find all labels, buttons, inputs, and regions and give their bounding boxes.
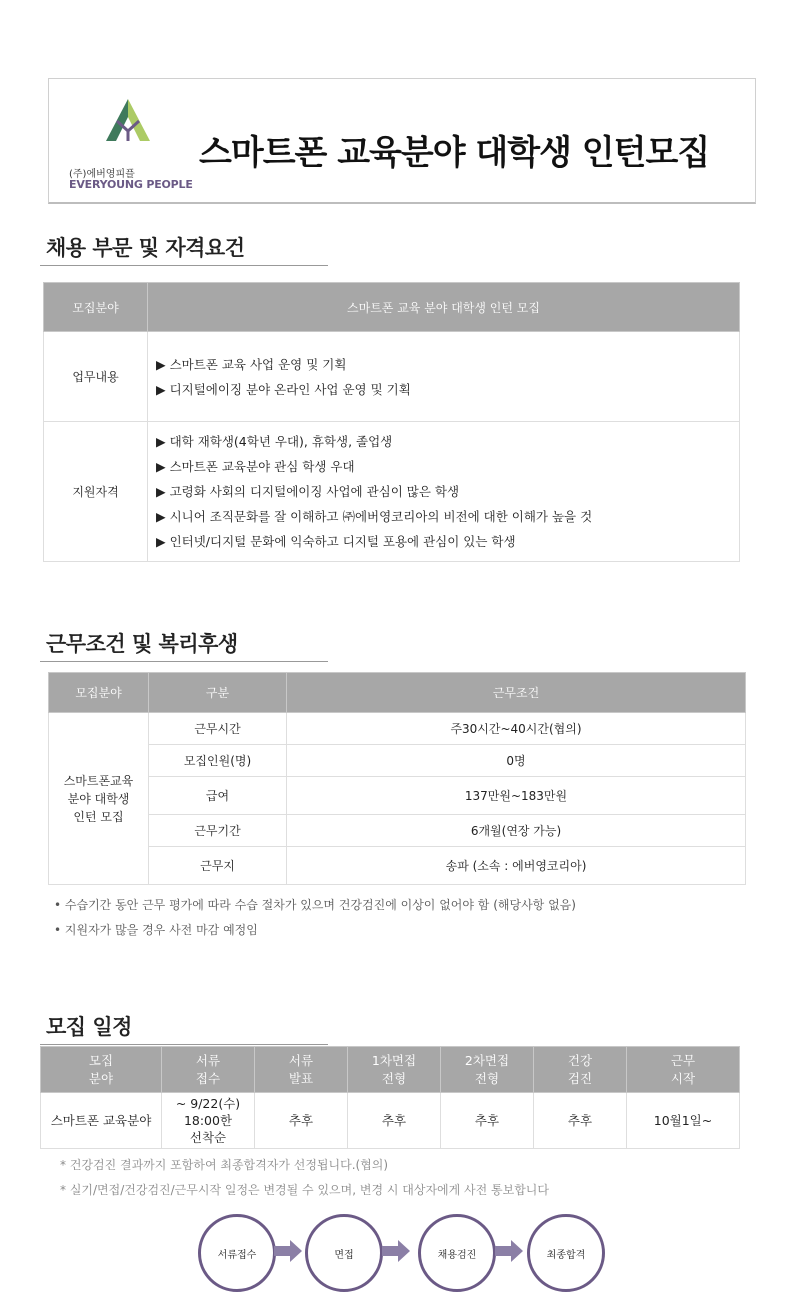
header-cell: 2차면접 전형 [441, 1047, 534, 1093]
arrow-right-icon [495, 1238, 523, 1264]
table-row [44, 422, 740, 562]
schedule-cell: 추후 [348, 1093, 441, 1149]
header-cell: 서류 발표 [255, 1047, 348, 1093]
header-cell: 모집 분야 [41, 1047, 162, 1093]
header-cell: 근무 시작 [627, 1047, 740, 1093]
header-cell: 모집분야 [44, 283, 148, 332]
list-item: ▶ 시니어 조직문화를 잘 이해하고 ㈜에버영코리아의 비전에 대한 이해가 높을 것 [156, 509, 593, 524]
company-logo [103, 97, 153, 147]
arrow-right-icon [274, 1238, 302, 1264]
table-row [41, 1093, 740, 1149]
header-cell: 건강 검진 [534, 1047, 627, 1093]
list-item: ▶ 스마트폰 교육 사업 운영 및 기획 [156, 356, 347, 372]
section-title-schedule: 모집 일정 [40, 1011, 328, 1045]
arrow-right-icon [382, 1238, 410, 1264]
page-title: 스마트폰 교육분야 대학생 인턴모집 [199, 133, 710, 173]
list-item: ▶ 대학 재학생(4학년 우대), 휴학생, 졸업생 [156, 434, 393, 449]
condition-value: 6개월(연장 가능) [287, 815, 746, 847]
schedule-cell: 10월1일~ [627, 1093, 740, 1149]
row-items [148, 332, 740, 422]
list-item: ▶ 인터넷/디지털 문화에 익숙하고 디지털 포용에 관심이 있는 학생 [156, 534, 516, 549]
row-items [148, 422, 740, 562]
schedule-note: * 건강검진 결과까지 포함하여 최종합격자가 선정됩니다.(협의) [60, 1158, 389, 1172]
condition-key: 근무시간 [149, 713, 287, 745]
condition-key: 근무지 [149, 847, 287, 885]
header-banner [48, 78, 756, 204]
condition-key: 모집인원(명) [149, 745, 287, 777]
condition-key: 근무기간 [149, 815, 287, 847]
table-row [49, 745, 746, 777]
table-row [49, 815, 746, 847]
table-header-row [49, 673, 746, 713]
process-step: 서류접수 [198, 1214, 276, 1292]
header-cell: 스마트폰 교육 분야 대학생 인턴 모집 [148, 283, 740, 332]
list-item: ▶ 고령화 사회의 디지털에이징 사업에 관심이 많은 학생 [156, 484, 460, 499]
row-label: 업무내용 [44, 332, 148, 422]
header-cell: 1차면접 전형 [348, 1047, 441, 1093]
schedule-cell: 추후 [255, 1093, 348, 1149]
table-row [49, 847, 746, 885]
row-label: 지원자격 [44, 422, 148, 562]
section-title-conditions: 근무조건 및 복리후생 [40, 628, 328, 662]
process-step: 최종합격 [527, 1214, 605, 1292]
conditions-note: • 지원자가 많을 경우 사전 마감 예정임 [54, 923, 258, 937]
table-header-row [44, 283, 740, 332]
logo-english-name: EVERYOUNG PEOPLE [69, 178, 193, 191]
condition-value: 0명 [287, 745, 746, 777]
header-cell: 구분 [149, 673, 287, 713]
schedule-cell: 추후 [441, 1093, 534, 1149]
header-cell: 서류 접수 [162, 1047, 255, 1093]
table-row [49, 713, 746, 745]
table-row [44, 332, 740, 422]
schedule-note: * 실기/면접/건강검진/근무시작 일정은 변경될 수 있으며, 변경 시 대상자에게 사전 통보합니다 [60, 1183, 549, 1197]
schedule-cell: ~ 9/22(수) 18:00한 선착순 [162, 1093, 255, 1149]
field-cell: 스마트폰교육 분야 대학생 인턴 모집 [49, 713, 149, 885]
section-title-requirements: 채용 부문 및 자격요건 [40, 232, 328, 266]
requirements-table [43, 282, 740, 562]
conditions-note: • 수습기간 동안 근무 평가에 따라 수습 절차가 있으며 건강검진에 이상이 없어야 함 (해당사항 없음) [54, 898, 576, 912]
process-step: 채용검진 [418, 1214, 496, 1292]
header-cell: 근무조건 [287, 673, 746, 713]
schedule-table [40, 1046, 740, 1149]
header-cell: 모집분야 [49, 673, 149, 713]
schedule-cell: 추후 [534, 1093, 627, 1149]
conditions-table [48, 672, 746, 885]
condition-value: 송파 (소속 : 에버영코리아) [287, 847, 746, 885]
table-row [49, 777, 746, 815]
condition-value: 137만원~183만원 [287, 777, 746, 815]
logo-korean-name: (주)에버영피플 [69, 169, 135, 180]
condition-value: 주30시간~40시간(협의) [287, 713, 746, 745]
condition-key: 급여 [149, 777, 287, 815]
list-item: ▶ 디지털에이징 분야 온라인 사업 운영 및 기획 [156, 381, 411, 397]
list-item: ▶ 스마트폰 교육분야 관심 학생 우대 [156, 459, 355, 474]
process-step: 면접 [305, 1214, 383, 1292]
schedule-cell: 스마트폰 교육분야 [41, 1093, 162, 1149]
table-header-row [41, 1047, 740, 1093]
